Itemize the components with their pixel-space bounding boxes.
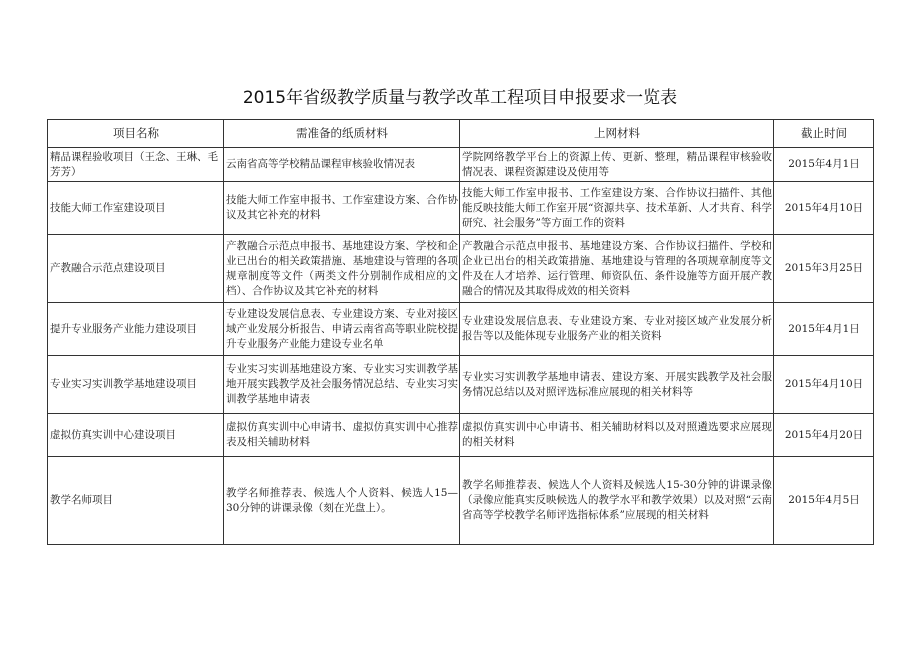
deadline-cell: 2015年4月5日 (774, 457, 874, 545)
online-materials-cell: 教学名师推荐表、候选人个人资料及候选人15-30分钟的讲课录像（录像应能真实反映候选人的教学水平和教学效果）以及对照“云南省高等学校教学名师评选指标体系”应展现的相关材料 (460, 457, 774, 545)
project-name-cell: 产教融合示范点建设项目 (48, 235, 224, 303)
project-name-cell: 精品课程验收项目（王念、王琳、毛芳芳） (48, 148, 224, 182)
header-paper-materials: 需准备的纸质材料 (224, 120, 460, 148)
deadline-cell: 2015年4月20日 (774, 414, 874, 457)
paper-materials-cell: 专业实习实训基地建设方案、专业实习实训教学基地开展实践教学及社会服务情况总结、专业实习实训教学基地申请表 (224, 356, 460, 414)
deadline-cell: 2015年4月1日 (774, 303, 874, 356)
paper-materials-cell: 专业建设发展信息表、专业建设方案、专业对接区域产业发展分析报告、申请云南省高等职业院校提升专业服务产业能力建设专业名单 (224, 303, 460, 356)
project-name-cell: 专业实习实训教学基地建设项目 (48, 356, 224, 414)
deadline-cell: 2015年4月1日 (774, 148, 874, 182)
project-name-cell: 技能大师工作室建设项目 (48, 182, 224, 235)
table-header-row (48, 120, 874, 148)
table-row (48, 303, 874, 356)
header-project-name: 项目名称 (48, 120, 224, 148)
project-name-cell: 教学名师项目 (48, 457, 224, 545)
project-name-cell: 虚拟仿真实训中心建设项目 (48, 414, 224, 457)
header-online-materials: 上网材料 (460, 120, 774, 148)
online-materials-cell: 学院网络教学平台上的资源上传、更新、整理，精品课程审核验收情况表、课程资源建设及使用等 (460, 148, 774, 182)
deadline-cell: 2015年4月10日 (774, 356, 874, 414)
online-materials-cell: 专业实习实训教学基地申请表、建设方案、开展实践教学及社会服务情况总结以及对照评选标准应展现的相关材料等 (460, 356, 774, 414)
table-row (48, 148, 874, 182)
deadline-cell: 2015年4月10日 (774, 182, 874, 235)
table-row (48, 235, 874, 303)
project-name-cell: 提升专业服务产业能力建设项目 (48, 303, 224, 356)
online-materials-cell: 技能大师工作室申报书、工作室建设方案、合作协议扫描件、其他能反映技能大师工作室开展“资源共享、技术革新、人才共育、科学研究、社会服务”等方面工作的资料 (460, 182, 774, 235)
deadline-cell: 2015年3月25日 (774, 235, 874, 303)
paper-materials-cell: 云南省高等学校精品课程审核验收情况表 (224, 148, 460, 182)
paper-materials-cell: 虚拟仿真实训中心申请书、虚拟仿真实训中心推荐表及相关辅助材料 (224, 414, 460, 457)
online-materials-cell: 产教融合示范点申报书、基地建设方案、合作协议扫描件、学校和企业已出台的相关政策措施、基地建设与管理的各项规章制度等文件及在人才培养、运行管理、师资队伍、条件设施等方面开展产教融合的情况及其取得成效的相关资料 (460, 235, 774, 303)
table-row (48, 182, 874, 235)
table-row (48, 414, 874, 457)
requirements-table (47, 119, 874, 545)
paper-materials-cell: 技能大师工作室申报书、工作室建设方案、合作协议及其它补充的材料 (224, 182, 460, 235)
page-title: 2015年省级教学质量与教学改革工程项目申报要求一览表 (242, 88, 678, 108)
paper-materials-cell: 教学名师推荐表、候选人个人资料、候选人15—30分钟的讲课录像（刻在光盘上）。 (224, 457, 460, 545)
online-materials-cell: 专业建设发展信息表、专业建设方案、专业对接区域产业发展分析报告等以及能体现专业服务产业的相关资料 (460, 303, 774, 356)
table-row (48, 356, 874, 414)
header-deadline: 截止时间 (774, 120, 874, 148)
online-materials-cell: 虚拟仿真实训中心申请书、相关辅助材料以及对照遴选要求应展现的相关材料 (460, 414, 774, 457)
paper-materials-cell: 产教融合示范点申报书、基地建设方案、学校和企业已出台的相关政策措施、基地建设与管理的各项规章制度等文件（两类文件分别制作成相应的文档）、合作协议及其它补充的材料 (224, 235, 460, 303)
table-row (48, 457, 874, 545)
